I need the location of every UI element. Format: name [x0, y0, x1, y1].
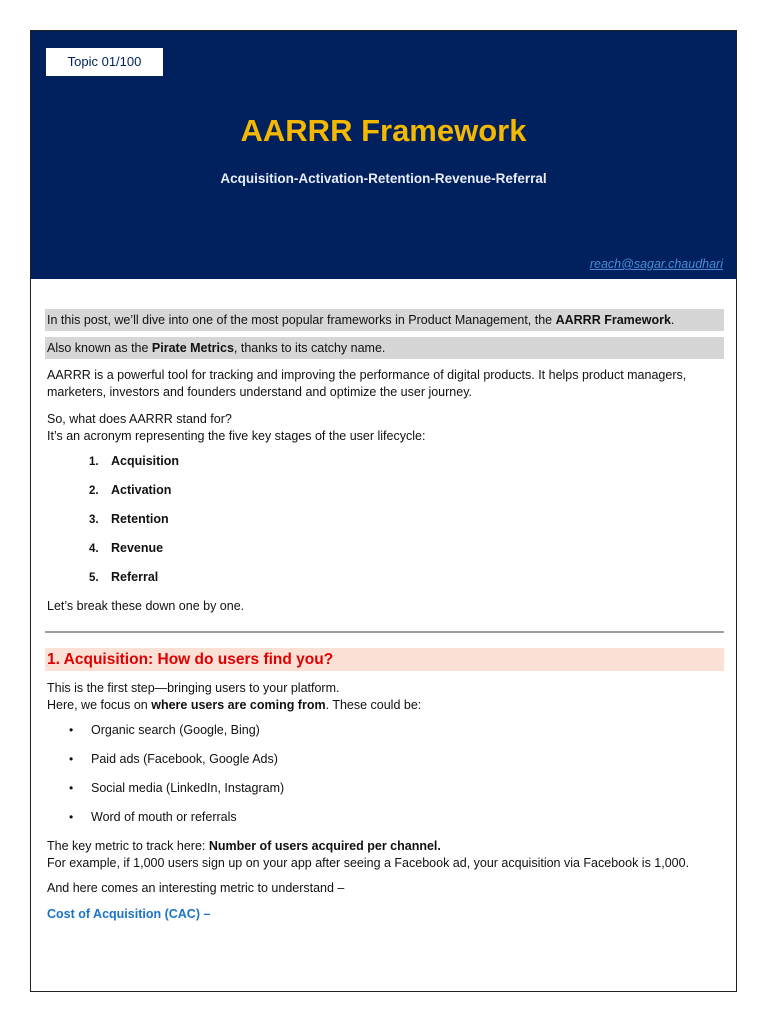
- first-step-text: This is the first step—bringing users to your platform.: [47, 681, 340, 695]
- intro-highlight-1: [45, 309, 724, 331]
- section-divider: [45, 631, 724, 633]
- bullet-icon: •: [69, 810, 74, 824]
- section-heading-acquisition: 1. Acquisition: How do users find you?: [45, 648, 724, 671]
- bullet-icon: •: [69, 723, 74, 737]
- source-label: Paid ads (Facebook, Google Ads): [91, 752, 278, 766]
- example-text: For example, if 1,000 users sign up on your app after seeing a Facebook ad, your acquisition via Facebook is 1,000.: [47, 856, 690, 870]
- list-number: 1.: [89, 456, 99, 468]
- focus-bold: where users are coming from: [151, 698, 326, 712]
- document-body: [45, 309, 724, 923]
- topic-badge: Topic 01/100: [46, 48, 163, 76]
- pirate-metrics-label: Pirate Metrics: [151, 341, 234, 355]
- stage-label: Revenue: [111, 541, 164, 555]
- metric-bold: Number of users acquired per channel.: [208, 839, 441, 853]
- stage-label: Retention: [111, 512, 169, 526]
- list-item: [89, 569, 724, 598]
- intro-text-end: .: [670, 313, 675, 327]
- acquisition-intro: [45, 680, 724, 714]
- list-item: [69, 751, 724, 780]
- list-item: [89, 453, 724, 482]
- list-item: [69, 722, 724, 751]
- page-title: AARRR Framework: [240, 113, 527, 148]
- source-label: Organic search (Google, Bing): [91, 723, 260, 737]
- source-label: Word of mouth or referrals: [91, 810, 237, 824]
- bullet-icon: •: [69, 781, 74, 795]
- list-number: 4.: [89, 543, 99, 555]
- acronym-paragraph: [45, 411, 724, 445]
- aka-text: Also known as the: [47, 341, 152, 355]
- source-label: Social media (LinkedIn, Instagram): [91, 781, 285, 795]
- focus-text: Here, we focus on: [47, 698, 152, 712]
- list-item: [89, 511, 724, 540]
- list-item: [89, 540, 724, 569]
- list-number: 3.: [89, 514, 99, 526]
- list-number: 5.: [89, 572, 99, 584]
- description-paragraph: AARRR is a powerful tool for tracking and improving the performance of digital products. It helps product managers, marketers, investors and founders understand and optimize the user journey.: [47, 368, 687, 399]
- list-item: [69, 809, 724, 838]
- contact-link[interactable]: reach@sagar.chaudhari: [589, 257, 723, 271]
- framework-name: AARRR Framework: [555, 313, 671, 327]
- stage-label: Acquisition: [111, 454, 180, 468]
- question-text: So, what does AARRR stand for?: [47, 412, 232, 426]
- metric-text: The key metric to track here:: [47, 839, 209, 853]
- intro-text: In this post, we’ll dive into one of the most popular frameworks in Product Management, the: [47, 313, 556, 327]
- cac-heading: Cost of Acquisition (CAC) –: [47, 907, 211, 921]
- interesting-text: And here comes an interesting metric to understand –: [47, 881, 345, 895]
- acronym-note: It’s an acronym representing the five key stages of the user lifecycle:: [47, 429, 426, 443]
- stage-label: Referral: [111, 570, 159, 584]
- page-subtitle: Acquisition-Activation-Retention-Revenue-Referral: [220, 171, 547, 186]
- intro-highlight-2: [45, 337, 724, 359]
- bullet-icon: •: [69, 752, 74, 766]
- sources-list: [45, 722, 724, 838]
- focus-text-end: . These could be:: [325, 698, 422, 712]
- stage-label: Activation: [111, 483, 172, 497]
- document-page: [30, 30, 737, 992]
- stages-list: [45, 453, 724, 598]
- list-number: 2.: [89, 485, 99, 497]
- list-item: [69, 780, 724, 809]
- breakdown-text: Let’s break these down one by one.: [47, 599, 245, 613]
- metric-paragraph: [45, 838, 724, 872]
- list-item: [89, 482, 724, 511]
- header-banner: [31, 31, 736, 279]
- aka-text-end: , thanks to its catchy name.: [233, 341, 386, 355]
